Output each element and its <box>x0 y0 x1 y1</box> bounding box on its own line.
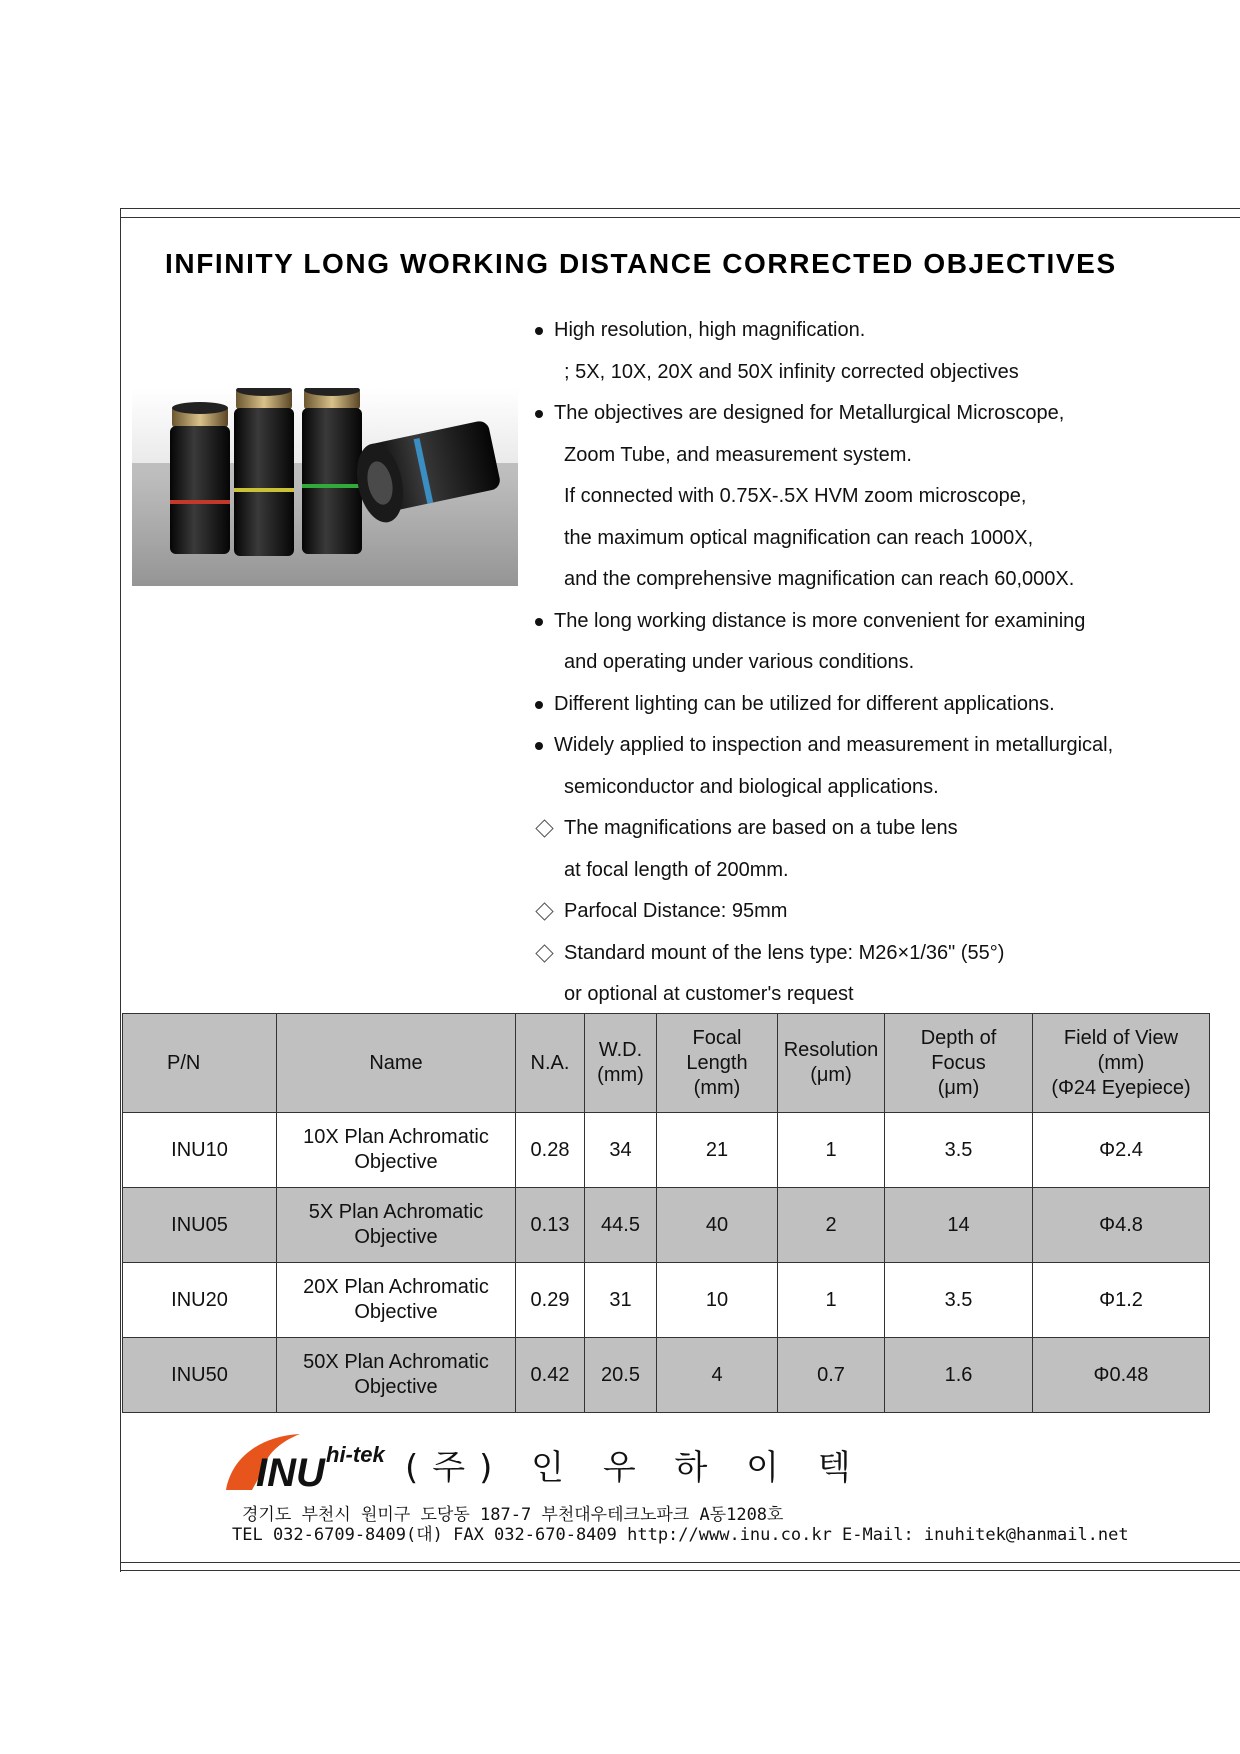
bullet-icon <box>535 410 543 418</box>
frame-bottom-line <box>120 1570 1240 1571</box>
feature-line: and the comprehensive magnification can reach 60,000X. <box>564 568 1075 590</box>
cell-depth-of-focus: 1.6 <box>885 1338 1033 1413</box>
table-row <box>123 1338 1210 1413</box>
frame-top-line-inner <box>120 217 1240 218</box>
feature-line: Different lighting can be utilized for different applications. <box>532 684 1202 726</box>
cell-na: 0.29 <box>516 1263 585 1338</box>
feature-line: Standard mount of the lens type: M26×1/36" (55°) <box>532 933 1202 975</box>
feature-line: The magnifications are based on a tube lens <box>532 808 1202 850</box>
table-row <box>123 1188 1210 1263</box>
feature-line: at focal length of 200mm. <box>564 858 789 881</box>
header-na: N.A. <box>516 1014 585 1113</box>
page-title: INFINITY LONG WORKING DISTANCE CORRECTED OBJECTIVES <box>165 248 1117 279</box>
company-logo <box>222 1432 422 1494</box>
table-row <box>123 1113 1210 1188</box>
bullet-icon <box>535 701 543 709</box>
objective-10x-icon <box>170 402 230 554</box>
svg-text:hi-tek: hi-tek <box>326 1442 385 1467</box>
feature-line: Widely applied to inspection and measurement in metallurgical, <box>532 725 1202 767</box>
bullet-icon <box>535 742 543 750</box>
cell-name: 10X Plan Achromatic Objective <box>277 1113 516 1188</box>
feature-line: Parfocal Distance: 95mm <box>532 891 1202 933</box>
cell-pn: INU20 <box>123 1263 277 1338</box>
cell-name: 20X Plan Achromatic Objective <box>277 1263 516 1338</box>
header-pn: P/N <box>123 1014 277 1113</box>
cell-depth-of-focus: 14 <box>885 1188 1033 1263</box>
table-header-row <box>123 1014 1210 1113</box>
cell-resolution: 1 <box>778 1263 885 1338</box>
bullet-icon <box>535 327 543 335</box>
feature-line: If connected with 0.75X-.5X HVM zoom microscope, <box>564 485 1027 507</box>
spec-table <box>122 1013 1210 1413</box>
cell-resolution: 0.7 <box>778 1338 885 1413</box>
feature-line: ; 5X, 10X, 20X and 50X infinity corrected objectives <box>564 360 1019 383</box>
cell-pn: INU05 <box>123 1188 277 1263</box>
cell-field-of-view: Φ1.2 <box>1033 1263 1210 1338</box>
cell-name: 50X Plan Achromatic Objective <box>277 1338 516 1413</box>
feature-line: or optional at customer's request <box>564 983 854 1005</box>
cell-field-of-view: Φ4.8 <box>1033 1188 1210 1263</box>
cell-resolution: 1 <box>778 1113 885 1188</box>
feature-line: The long working distance is more convenient for examining <box>532 601 1202 643</box>
table-row <box>123 1263 1210 1338</box>
frame-top-line <box>120 208 1240 209</box>
cell-focal-length: 10 <box>657 1263 778 1338</box>
cell-wd: 20.5 <box>585 1338 657 1413</box>
header-name: Name <box>277 1014 516 1113</box>
bullet-icon <box>535 618 543 626</box>
cell-focal-length: 4 <box>657 1338 778 1413</box>
cell-focal-length: 21 <box>657 1113 778 1188</box>
cell-na: 0.13 <box>516 1188 585 1263</box>
objective-5x-icon <box>234 388 294 556</box>
objectives-photo <box>132 388 518 586</box>
feature-line: and operating under various conditions. <box>564 651 915 673</box>
feature-list <box>532 310 1202 1016</box>
frame-left-line <box>120 208 121 1572</box>
objective-20x-icon <box>302 388 362 554</box>
cell-depth-of-focus: 3.5 <box>885 1263 1033 1338</box>
cell-na: 0.28 <box>516 1113 585 1188</box>
header-depth-of-focus: Depth of Focus (μm) <box>885 1014 1033 1113</box>
company-name: (주) 인 우 하 이 텍 <box>405 1448 865 1488</box>
frame-bottom-line-inner <box>120 1562 1240 1563</box>
cell-pn: INU10 <box>123 1113 277 1188</box>
cell-wd: 31 <box>585 1263 657 1338</box>
header-field-of-view: Field of View (mm) (Φ24 Eyepiece) <box>1033 1014 1210 1113</box>
feature-line: semiconductor and biological applications. <box>564 775 939 798</box>
cell-name: 5X Plan Achromatic Objective <box>277 1188 516 1263</box>
feature-line: Zoom Tube, and measurement system. <box>564 443 912 466</box>
header-wd: W.D. (mm) <box>585 1014 657 1113</box>
cell-wd: 44.5 <box>585 1188 657 1263</box>
company-address: 경기도 부천시 원미구 도당동 187-7 부천대우테크노파크 A동1208호 <box>242 1505 784 1525</box>
cell-na: 0.42 <box>516 1338 585 1413</box>
header-resolution: Resolution (μm) <box>778 1014 885 1113</box>
cell-field-of-view: Φ2.4 <box>1033 1113 1210 1188</box>
cell-field-of-view: Φ0.48 <box>1033 1338 1210 1413</box>
feature-line: High resolution, high magnification. <box>532 310 1202 352</box>
diamond-icon <box>535 944 553 962</box>
cell-depth-of-focus: 3.5 <box>885 1113 1033 1188</box>
company-contact: TEL 032-6709-8409(대) FAX 032-670-8409 http://www.inu.co.kr E-Mail: inuhitek@hanmail.net <box>232 1525 1129 1545</box>
cell-focal-length: 40 <box>657 1188 778 1263</box>
diamond-icon <box>535 819 553 837</box>
feature-line: the maximum optical magnification can reach 1000X, <box>564 526 1034 549</box>
cell-pn: INU50 <box>123 1338 277 1413</box>
header-focal-length: Focal Length (mm) <box>657 1014 778 1113</box>
cell-wd: 34 <box>585 1113 657 1188</box>
feature-line: The objectives are designed for Metallurgical Microscope, <box>532 393 1202 435</box>
svg-text:INU: INU <box>256 1451 325 1494</box>
cell-resolution: 2 <box>778 1188 885 1263</box>
diamond-icon <box>535 902 553 920</box>
